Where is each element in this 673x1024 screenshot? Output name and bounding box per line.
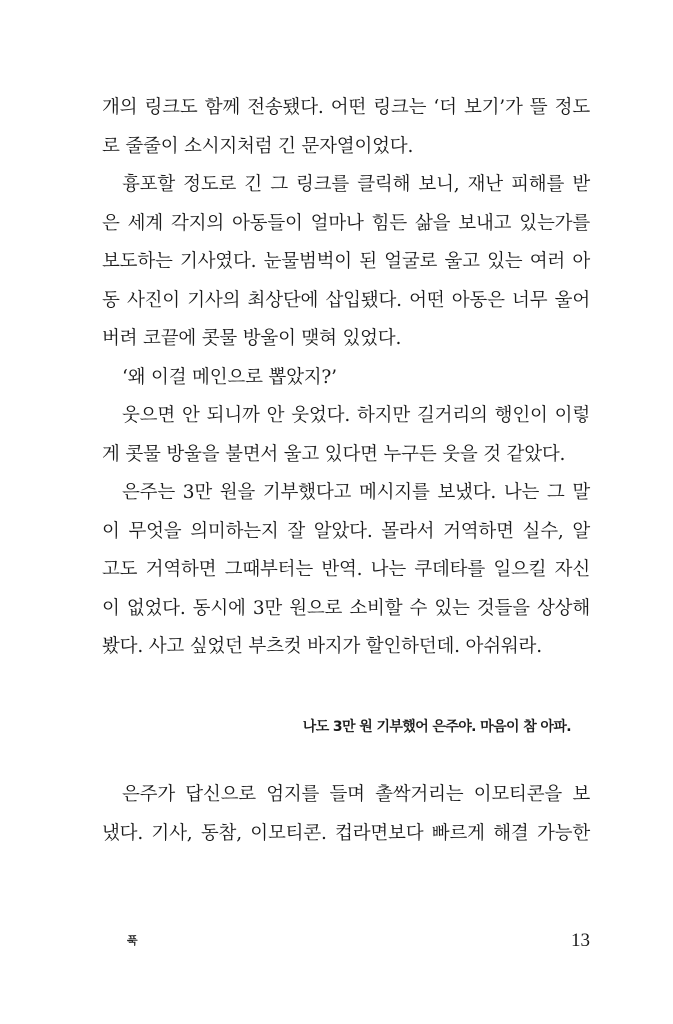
text-line: 은주는 3만 원을 기부했다고 메시지를 보냈다. 나는 그 말 bbox=[122, 482, 590, 503]
text-line: 봤다. 사고 싶었던 부츠컷 바지가 할인하던데. 아쉬워라. bbox=[102, 636, 542, 657]
body-text-block-2 bbox=[102, 776, 590, 853]
text-line: ‘왜 이걸 메인으로 뽑았지?’ bbox=[122, 366, 337, 388]
text-line: 이 무엇을 의미하는지 잘 알았다. 몰라서 거역하면 실수, 알 bbox=[102, 520, 590, 542]
text-line: 게 콧물 방울을 불면서 울고 있다면 누구든 웃을 것 같았다. bbox=[102, 443, 566, 465]
body-text-block-1 bbox=[102, 89, 590, 667]
text-line: 버려 코끝에 콧물 방울이 맺혀 있었다. bbox=[102, 328, 402, 349]
text-line: 고도 거역하면 그때부터는 반역. 나는 쿠데타를 일으킬 자신 bbox=[102, 559, 590, 580]
text-line: 흉포할 정도로 긴 그 링크를 클릭해 보니, 재난 피해를 받 bbox=[122, 174, 590, 195]
text-line: 보도하는 기사였다. 눈물범벅이 된 얼굴로 울고 있는 여러 아 bbox=[102, 251, 590, 272]
section-mark: 푹 bbox=[127, 934, 138, 947]
text-line: 동 사진이 기사의 최상단에 삽입됐다. 어떤 아동은 너무 울어 bbox=[102, 289, 590, 311]
chat-message-text: 나도 3만 원 기부했어 은주야. 마음이 참 아파. bbox=[302, 719, 571, 735]
text-line: 이 없었다. 동시에 3만 원으로 소비할 수 있는 것들을 상상해 bbox=[102, 597, 590, 619]
text-line: 개의 링크도 함께 전송됐다. 어떤 링크는 ‘더 보기’가 뜰 정도 bbox=[102, 97, 590, 118]
text-line: 은주가 답신으로 엄지를 들며 촐싹거리는 이모티콘을 보 bbox=[122, 784, 590, 805]
text-line: 은 세계 각지의 아동들이 얼마나 힘든 삶을 보내고 있는가를 bbox=[102, 212, 590, 234]
text-line: 웃으면 안 되니까 안 웃었다. 하지만 길거리의 행인이 이렇 bbox=[122, 405, 590, 426]
page-number: 13 bbox=[571, 930, 590, 951]
text-line: 냈다. 기사, 동참, 이모티콘. 컵라면보다 빠르게 해결 가능한 bbox=[102, 822, 590, 844]
text-line: 로 줄줄이 소시지처럼 긴 문자열이었다. bbox=[102, 135, 414, 157]
